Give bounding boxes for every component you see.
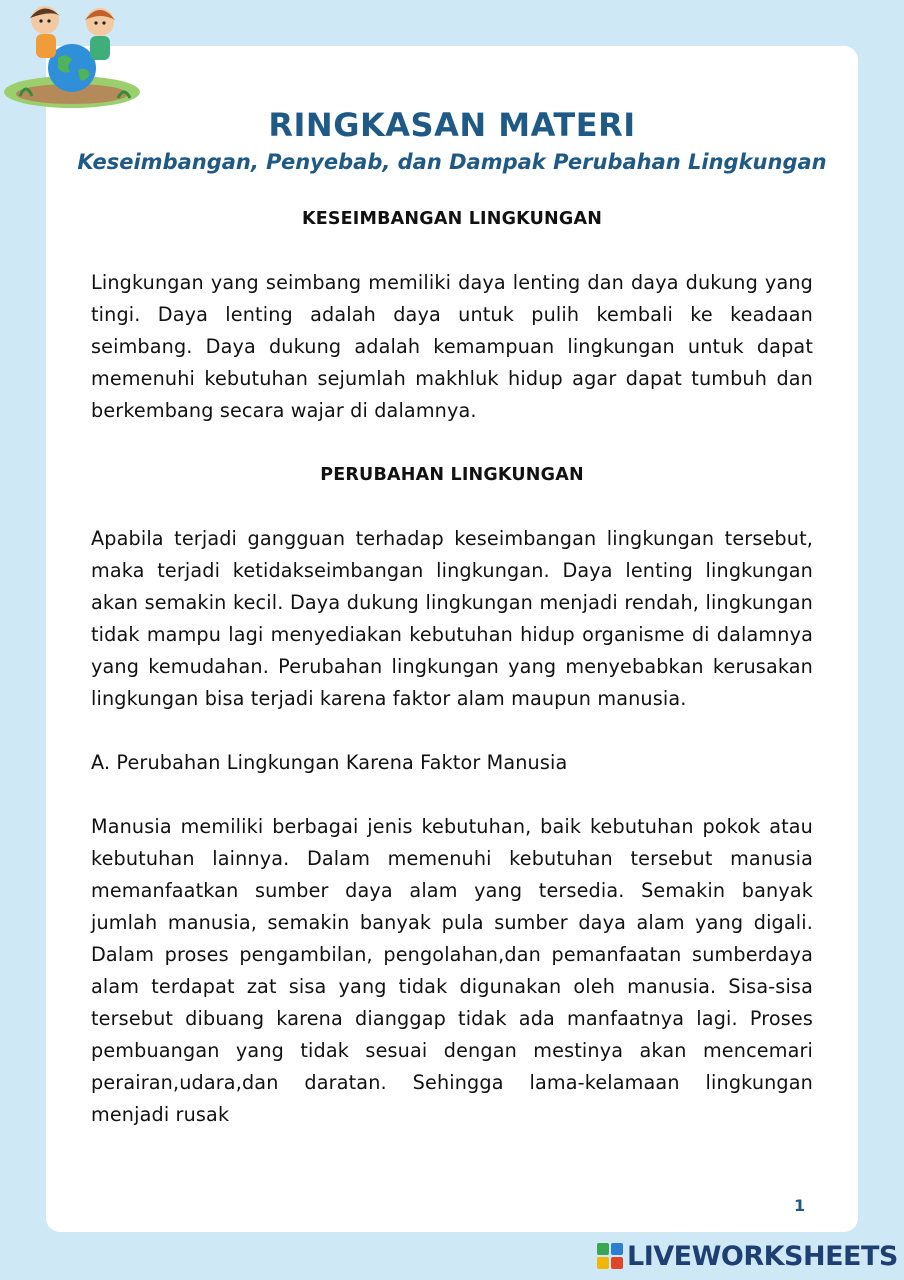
section-heading-keseimbangan: KESEIMBANGAN LINGKUNGAN [301, 209, 603, 229]
subheading-faktor-manusia: A. Perubahan Lingkungan Karena Faktor Manusia [91, 751, 568, 774]
page-title: RINGKASAN MATERI [268, 106, 636, 144]
paragraph-keseimbangan: Lingkungan yang seimbang memiliki daya lenting dan daya dukung yang tingi. Daya lenting adalah daya untuk pulih kembali ke keadaan seimbang. Daya dukung adalah kemampuan lingkungan untuk dapat memenuhi kebutuhan sejumlah makhluk hidup agar dapat tumbuh dan berkembang secara wajar di dalamnya. [91, 271, 813, 422]
liveworksheets-logo[interactable] [597, 1240, 898, 1272]
section-heading-perubahan: PERUBAHAN LINGKUNGAN [320, 465, 584, 485]
liveworksheets-brand-text: LIVEWORKSHEETS [627, 1240, 898, 1272]
kids-globe-illustration [0, 0, 150, 112]
summary-content [91, 203, 813, 1131]
liveworksheets-logo-icon [597, 1243, 623, 1269]
page-subtitle: Keseimbangan, Penyebab, dan Dampak Perubahan Lingkungan [77, 150, 827, 174]
page-number: 1 [794, 1196, 806, 1215]
paragraph-faktor-manusia: Manusia memiliki berbagai jenis kebutuhan, baik kebutuhan pokok atau kebutuhan lainnya. Dalam memenuhi kebutuhan tersebut manusia memanfaatkan sumber daya alam yang tersedia. Semakin banyak jumlah manusia, semakin banyak pula sumber daya alam yang digali. Dalam proses pengambilan, pengolahan,dan pemanfaatan sumberdaya alam terdapat zat sisa yang tidak digunakan oleh manusia. Sisa-sisa tersebut dibuang karena dianggap tidak ada manfaatnya lagi. Proses pembuangan yang tidak sesuai dengan mestinya akan mencemari perairan,udara,dan daratan. Sehingga lama-kelamaan lingkungan menjadi rusak [91, 815, 813, 1126]
paragraph-perubahan: Apabila terjadi gangguan terhadap keseimbangan lingkungan tersebut, maka terjadi ketidakseimbangan lingkungan. Daya lenting lingkungan akan semakin kecil. Daya dukung lingkungan menjadi rendah, lingkungan tidak mampu lagi menyediakan kebutuhan hidup organisme di dalamnya yang kemudahan. Perubahan lingkungan yang menyebabkan kerusakan lingkungan bisa terjadi karena faktor alam maupun manusia. [91, 527, 813, 710]
